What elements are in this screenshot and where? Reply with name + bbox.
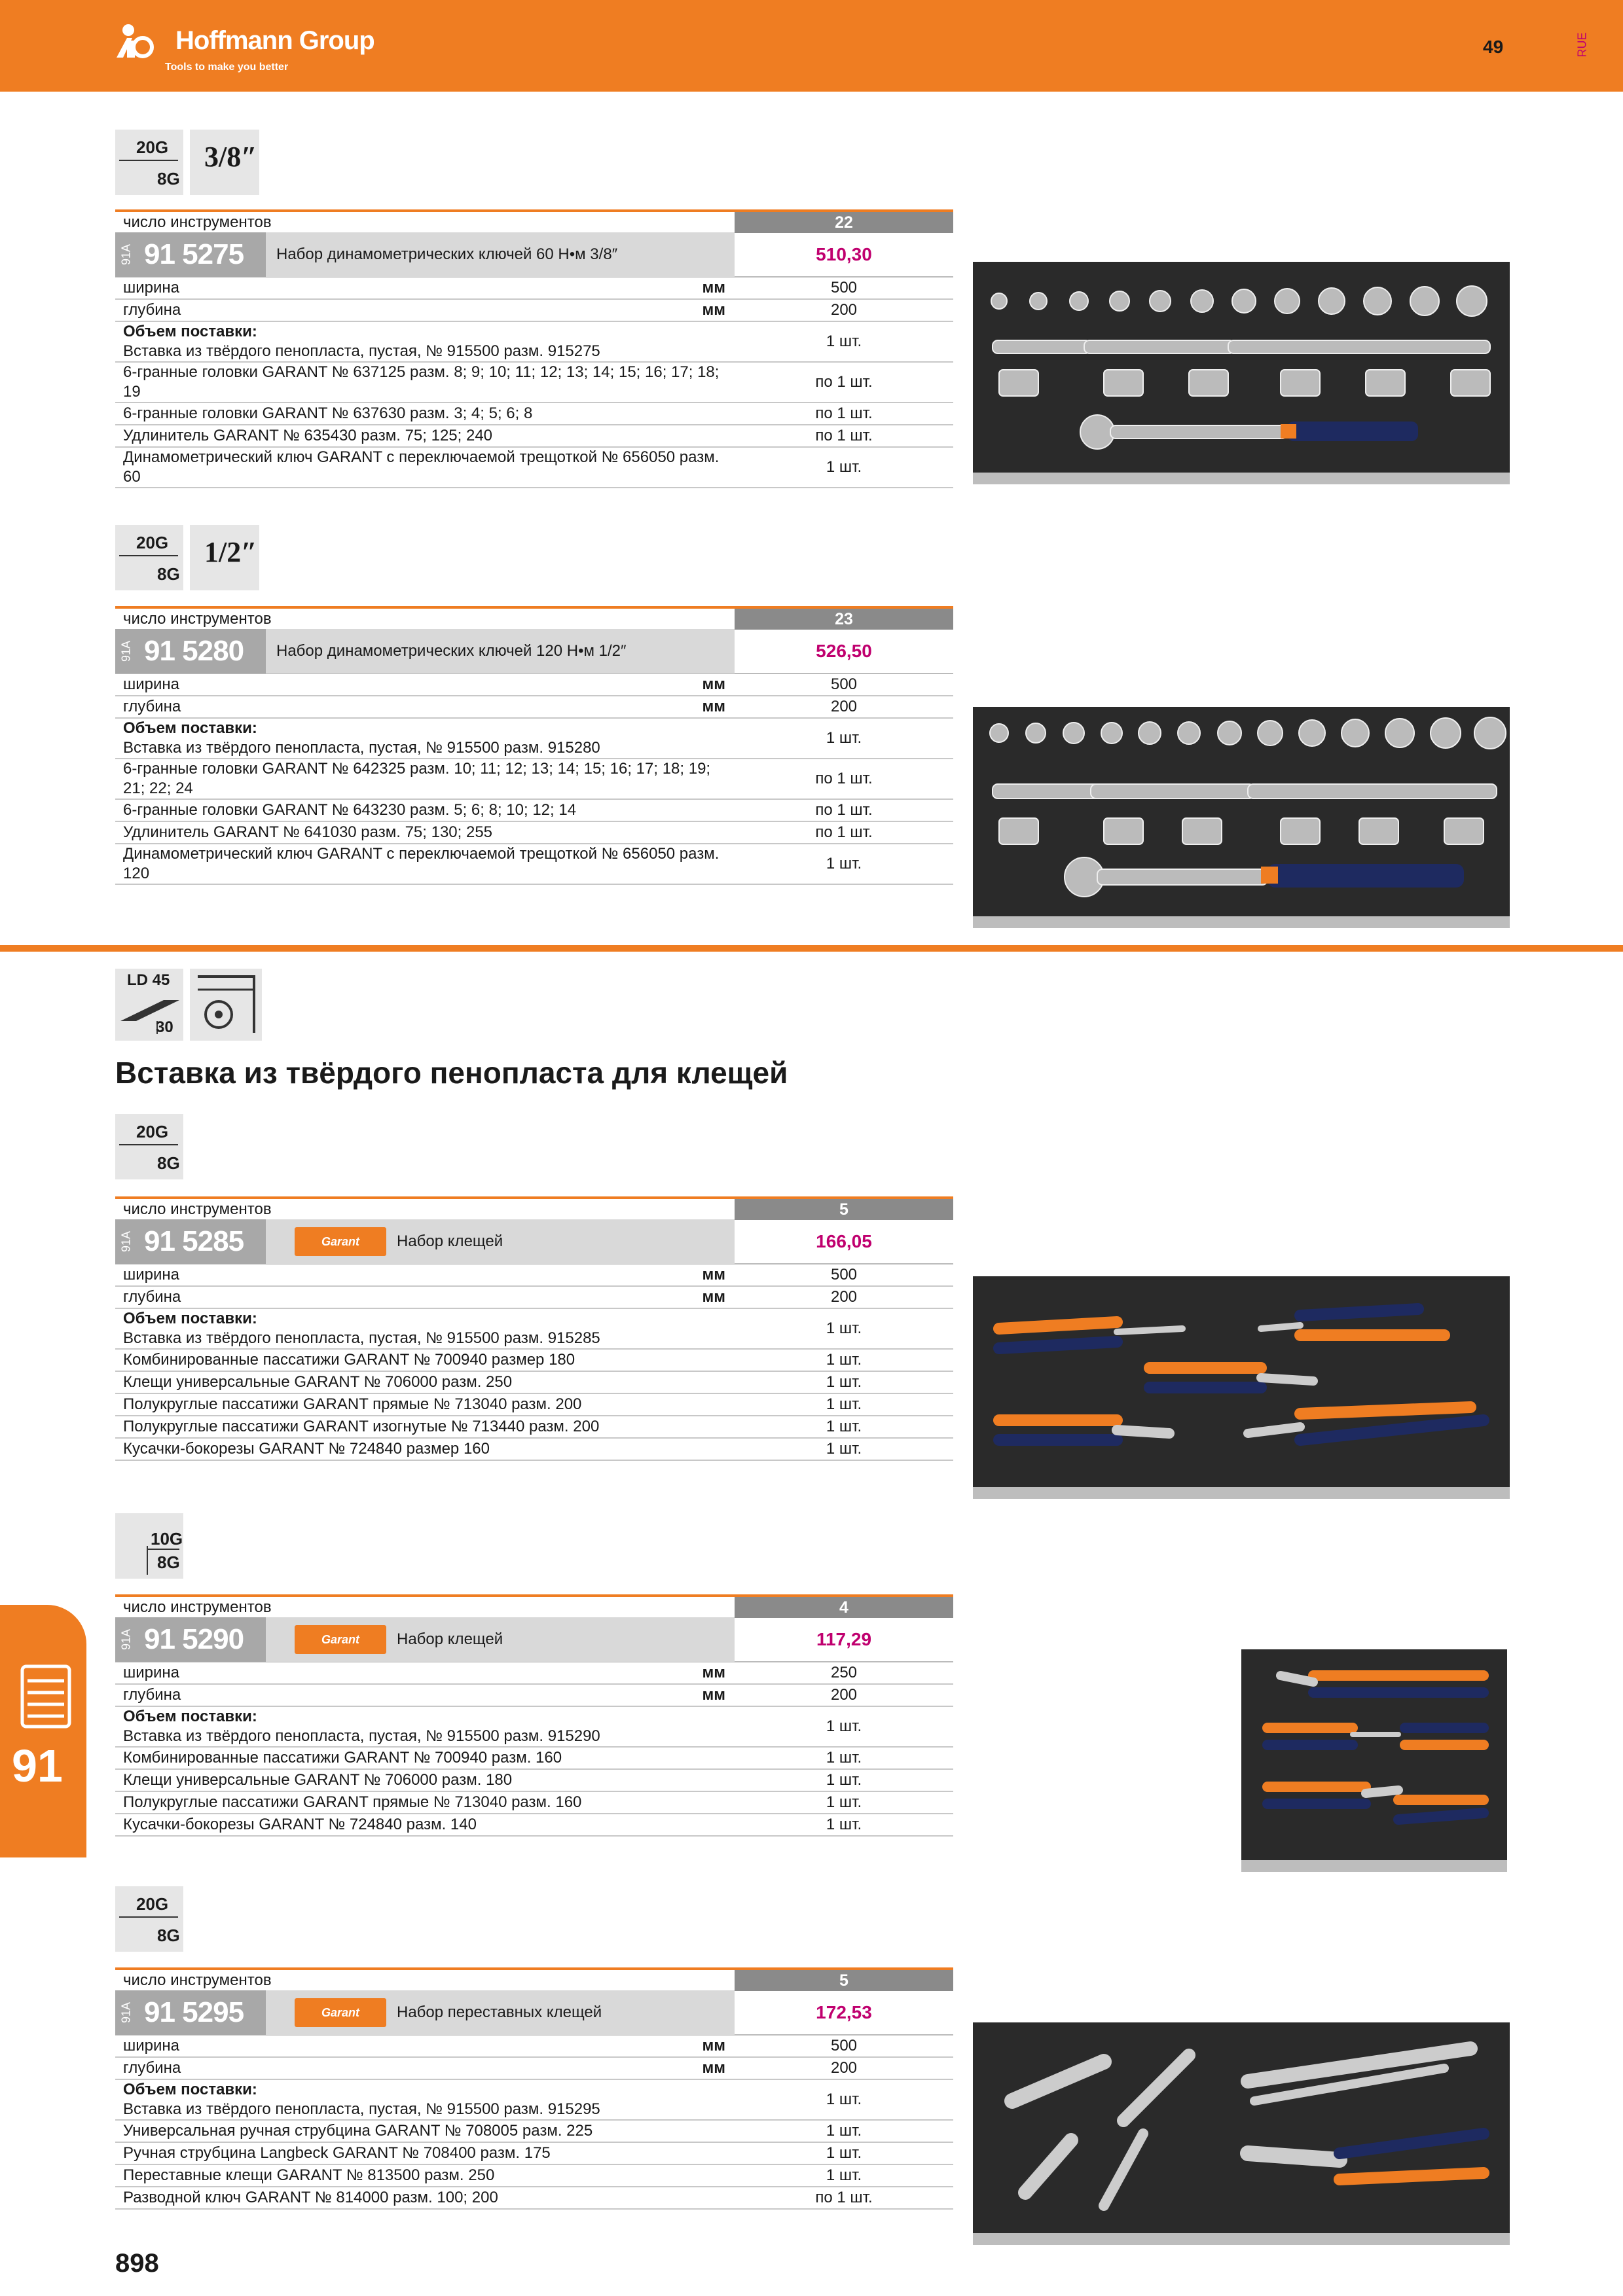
spec-row bbox=[115, 1287, 953, 1309]
drive-size-badge bbox=[190, 130, 259, 195]
product-name: Набор динамометрических ключей 120 Н•м 1/2″ bbox=[276, 642, 627, 660]
spec-value: 1 шт. bbox=[735, 2144, 953, 2162]
hoffmann-logo[interactable] bbox=[113, 21, 374, 73]
spec-row bbox=[115, 1439, 953, 1461]
spec-row bbox=[115, 2187, 953, 2210]
clamp-set-illustration bbox=[973, 2022, 1510, 2233]
tool-count-value: 23 bbox=[735, 609, 953, 630]
product-table-915290 bbox=[115, 1594, 953, 1837]
section-code: 91A bbox=[115, 1990, 137, 2035]
spec-row bbox=[115, 719, 953, 759]
spec-row bbox=[115, 1814, 953, 1837]
spec-description: ширина bbox=[123, 279, 180, 296]
page-number: 49 bbox=[1483, 37, 1504, 57]
spec-value: по 1 шт. bbox=[735, 801, 953, 819]
spec-description: 6-гранные головки GARANT № 643230 разм. 5; 6; 8; 10; 12; 14 bbox=[123, 801, 577, 819]
spec-unit: мм bbox=[702, 698, 725, 715]
spec-value: по 1 шт. bbox=[735, 770, 953, 788]
spec-value: 1 шт. bbox=[735, 729, 953, 747]
badge-bottom: 8G bbox=[157, 169, 180, 188]
spec-description: Вставка из твёрдого пенопласта, пустая, № 915500 разм. 915275 bbox=[123, 342, 600, 360]
badge-top: 20G bbox=[136, 533, 169, 552]
spec-value: 1 шт. bbox=[735, 855, 953, 873]
grid-badge bbox=[115, 1886, 183, 1952]
spec-value: 500 bbox=[735, 279, 953, 297]
spec-value: 1 шт. bbox=[735, 1816, 953, 1834]
section-code: 91A bbox=[115, 1617, 137, 1662]
spec-value: 200 bbox=[735, 1288, 953, 1306]
spec-value: 1 шт. bbox=[735, 1717, 953, 1736]
tool-count-label: число инструментов bbox=[123, 1598, 272, 1616]
spec-value: 1 шт. bbox=[735, 1418, 953, 1436]
product-photo-915275 bbox=[973, 262, 1510, 484]
tool-count-value: 22 bbox=[735, 212, 953, 233]
garant-logo: Garant bbox=[295, 1998, 386, 2027]
tool-count-row bbox=[115, 209, 953, 233]
hoffmann-logo-icon bbox=[113, 21, 173, 60]
spec-row bbox=[115, 300, 953, 322]
section-code: 91A bbox=[115, 629, 137, 673]
spec-value: по 1 шт. bbox=[735, 823, 953, 842]
spec-row bbox=[115, 2080, 953, 2121]
spec-value: 200 bbox=[735, 1686, 953, 1704]
drawer-roller-icon bbox=[195, 974, 257, 1035]
product-name: Набор клещей bbox=[397, 1630, 503, 1648]
spec-value: по 1 шт. bbox=[735, 2189, 953, 2207]
spec-row bbox=[115, 1707, 953, 1748]
spec-value: 500 bbox=[735, 675, 953, 694]
spec-row bbox=[115, 448, 953, 488]
tool-count-row bbox=[115, 1967, 953, 1991]
spec-description: Удлинитель GARANT № 635430 разм. 75; 125; 240 bbox=[123, 427, 493, 444]
product-price: 117,29 bbox=[816, 1629, 872, 1649]
spec-value: 1 шт. bbox=[735, 1793, 953, 1812]
spec-description: глубина bbox=[123, 698, 181, 715]
spec-description: Вставка из твёрдого пенопласта, пустая, № 915500 разм. 915290 bbox=[123, 1727, 600, 1745]
spec-row bbox=[115, 322, 953, 363]
badge-top: LD 45 bbox=[127, 971, 170, 989]
spec-description: Переставные клещи GARANT № 813500 разм. 250 bbox=[123, 2166, 495, 2184]
product-table-915280 bbox=[115, 606, 953, 885]
product-table-915295 bbox=[115, 1967, 953, 2210]
tool-cabinet-icon bbox=[20, 1664, 72, 1729]
spec-description: Вставка из твёрдого пенопласта, пустая, № 915500 разм. 915285 bbox=[123, 1329, 600, 1347]
spec-unit: мм bbox=[702, 2059, 725, 2077]
subsection-title: Вставка из твёрдого пенопласта для клещей bbox=[115, 1056, 788, 1090]
spec-row bbox=[115, 425, 953, 448]
section-divider bbox=[0, 945, 1623, 952]
grid-badge bbox=[115, 1513, 183, 1579]
spec-description: ширина bbox=[123, 1664, 180, 1681]
spec-description: Полукруглые пассатижи GARANT прямые № 713040 разм. 200 bbox=[123, 1395, 582, 1413]
garant-logo: Garant bbox=[295, 1625, 386, 1654]
spec-value: 1 шт. bbox=[735, 1373, 953, 1391]
spec-description: Клещи универсальные GARANT № 706000 разм. 250 bbox=[123, 1373, 513, 1391]
tool-count-value: 4 bbox=[735, 1597, 953, 1618]
spec-value: 200 bbox=[735, 301, 953, 319]
spec-description: Динамометрический ключ GARANT с переключаемой трещоткой № 656050 разм. 60 bbox=[123, 448, 720, 486]
brand-tagline: Tools to make you better bbox=[165, 62, 289, 73]
product-photo-915285 bbox=[973, 1276, 1510, 1499]
badge-bottom: 8G bbox=[157, 1153, 180, 1173]
spec-heading: Объем поставки: bbox=[123, 323, 257, 340]
language-code: RUE bbox=[1575, 32, 1589, 58]
tool-count-label: число инструментов bbox=[123, 1971, 272, 1989]
product-price: 510,30 bbox=[816, 244, 872, 264]
tool-count-value: 5 bbox=[735, 1970, 953, 1991]
article-number[interactable]: 91 5275 bbox=[137, 232, 266, 277]
spec-row bbox=[115, 1309, 953, 1350]
spec-value: 1 шт. bbox=[735, 1351, 953, 1369]
spec-heading: Объем поставки: bbox=[123, 719, 257, 737]
spec-row bbox=[115, 1792, 953, 1814]
spec-row bbox=[115, 759, 953, 800]
spec-value: 250 bbox=[735, 1664, 953, 1682]
spec-row bbox=[115, 2036, 953, 2058]
product-photo-915290 bbox=[1241, 1649, 1507, 1872]
spec-value: 500 bbox=[735, 2037, 953, 2055]
spec-description: Динамометрический ключ GARANT с переключаемой трещоткой № 656050 разм. 120 bbox=[123, 845, 720, 882]
spec-description: Вставка из твёрдого пенопласта, пустая, № 915500 разм. 915280 bbox=[123, 739, 600, 757]
spec-unit: мм bbox=[702, 1664, 725, 1681]
spec-description: 6-гранные головки GARANT № 637125 разм. 8; 9; 10; 11; 12; 13; 14; 15; 16; 17; 18; 19 bbox=[123, 363, 720, 401]
spec-unit: мм bbox=[702, 301, 725, 319]
spec-value: 1 шт. bbox=[735, 332, 953, 351]
spec-row bbox=[115, 1416, 953, 1439]
spec-value: по 1 шт. bbox=[735, 404, 953, 423]
spec-row bbox=[115, 2165, 953, 2187]
drive-size-badge bbox=[190, 525, 259, 590]
spec-unit: мм bbox=[702, 1686, 725, 1704]
tool-count-value: 5 bbox=[735, 1199, 953, 1220]
product-table-915275 bbox=[115, 209, 953, 488]
spec-value: 1 шт. bbox=[735, 1395, 953, 1414]
spec-value: 1 шт. bbox=[735, 2090, 953, 2109]
spec-description: Кусачки-бокорезы GARANT № 724840 размер 160 bbox=[123, 1440, 490, 1458]
spec-row bbox=[115, 278, 953, 300]
badge-top: 20G bbox=[136, 137, 169, 157]
spec-heading: Объем поставки: bbox=[123, 1708, 257, 1725]
spec-row bbox=[115, 2143, 953, 2165]
pliers-set-illustration bbox=[1241, 1649, 1507, 1860]
spec-row bbox=[115, 822, 953, 844]
spec-description: 6-гранные головки GARANT № 637630 разм. 3; 4; 5; 6; 8 bbox=[123, 404, 533, 422]
socket-set-illustration bbox=[973, 262, 1510, 473]
article-number[interactable]: 91 5290 bbox=[137, 1617, 266, 1662]
spec-row bbox=[115, 1265, 953, 1287]
footer-page-number: 898 bbox=[115, 2249, 159, 2278]
spec-description: глубина bbox=[123, 2059, 181, 2077]
spec-unit: мм bbox=[702, 279, 725, 296]
tool-count-label: число инструментов bbox=[123, 213, 272, 231]
tool-count-row bbox=[115, 1594, 953, 1618]
product-name: Набор переставных клещей bbox=[397, 2003, 602, 2021]
spec-value: 1 шт. bbox=[735, 1440, 953, 1458]
spec-description: Удлинитель GARANT № 641030 разм. 75; 130; 255 bbox=[123, 823, 493, 841]
product-name: Набор динамометрических ключей 60 Н•м 3/8″ bbox=[276, 245, 618, 263]
spec-value: по 1 шт. bbox=[735, 427, 953, 445]
spec-description: глубина bbox=[123, 1686, 181, 1704]
product-name: Набор клещей bbox=[397, 1232, 503, 1250]
grid-badge bbox=[115, 525, 183, 590]
badge-top: 20G bbox=[136, 1122, 169, 1141]
badge-bottom: 8G bbox=[157, 564, 180, 584]
article-number[interactable]: 91 5295 bbox=[137, 1990, 266, 2035]
spec-description: Полукруглые пассатижи GARANT изогнутые № 713440 разм. 200 bbox=[123, 1418, 600, 1435]
spec-row bbox=[115, 1748, 953, 1770]
tool-count-label: число инструментов bbox=[123, 610, 272, 628]
article-number[interactable]: 91 5280 bbox=[137, 629, 266, 673]
spec-description: ширина bbox=[123, 2037, 180, 2054]
chapter-tab[interactable] bbox=[0, 1605, 86, 1857]
product-title-row[interactable] bbox=[115, 630, 953, 674]
spec-description: Комбинированные пассатижи GARANT № 700940 размер 180 bbox=[123, 1351, 575, 1369]
product-table-915285 bbox=[115, 1196, 953, 1461]
product-title-row[interactable] bbox=[115, 1220, 953, 1265]
product-title-row[interactable] bbox=[115, 1618, 953, 1662]
tool-count-row bbox=[115, 1196, 953, 1220]
spec-unit: мм bbox=[702, 2037, 725, 2054]
spec-row bbox=[115, 1770, 953, 1792]
spec-row bbox=[115, 696, 953, 719]
product-photo-915295 bbox=[973, 2022, 1510, 2245]
spec-heading: Объем поставки: bbox=[123, 2081, 257, 2098]
spec-value: 200 bbox=[735, 2059, 953, 2077]
spec-row bbox=[115, 363, 953, 403]
spec-description: ширина bbox=[123, 675, 180, 693]
grid-badge bbox=[115, 130, 183, 195]
page-header bbox=[0, 0, 1623, 92]
badge-top: 20G bbox=[136, 1894, 169, 1914]
spec-description: Клещи универсальные GARANT № 706000 разм. 180 bbox=[123, 1771, 513, 1789]
spec-row bbox=[115, 1685, 953, 1707]
grid-badge bbox=[115, 1114, 183, 1179]
socket-set-illustration bbox=[973, 707, 1510, 916]
spec-row bbox=[115, 800, 953, 822]
badge-bottom: 8G bbox=[157, 1926, 180, 1945]
product-price: 172,53 bbox=[816, 2002, 872, 2022]
spec-description: глубина bbox=[123, 301, 181, 319]
badge-bottom: 30 bbox=[156, 1018, 173, 1036]
tool-count-label: число инструментов bbox=[123, 1200, 272, 1218]
pliers-set-illustration bbox=[973, 1276, 1510, 1487]
spec-row bbox=[115, 1394, 953, 1416]
spec-description: 6-гранные головки GARANT № 642325 разм. 10; 11; 12; 13; 14; 15; 16; 17; 18; 19; 21; 22; 24 bbox=[123, 760, 711, 797]
spec-value: 1 шт. bbox=[735, 458, 953, 476]
drawer-badge bbox=[190, 969, 262, 1041]
spec-unit: мм bbox=[702, 675, 725, 693]
badge-bottom: 8G bbox=[157, 1552, 180, 1572]
spec-unit: мм bbox=[702, 1288, 725, 1306]
spec-description: Полукруглые пассатижи GARANT прямые № 713040 разм. 160 bbox=[123, 1793, 582, 1811]
load-badge bbox=[115, 969, 183, 1041]
spec-row bbox=[115, 1372, 953, 1394]
spec-heading: Объем поставки: bbox=[123, 1310, 257, 1327]
spec-description: Кусачки-бокорезы GARANT № 724840 разм. 140 bbox=[123, 1816, 477, 1833]
spec-value: 1 шт. bbox=[735, 2166, 953, 2185]
garant-logo: Garant bbox=[295, 1227, 386, 1256]
spec-description: глубина bbox=[123, 1288, 181, 1306]
chapter-number: 91 bbox=[12, 1740, 63, 1791]
product-price: 166,05 bbox=[816, 1231, 872, 1251]
badge-top: 10G bbox=[151, 1529, 183, 1549]
brand-name: Hoffmann Group bbox=[175, 26, 374, 55]
spec-row bbox=[115, 674, 953, 696]
spec-value: 1 шт. bbox=[735, 1319, 953, 1338]
product-price: 526,50 bbox=[816, 641, 872, 661]
spec-value: 200 bbox=[735, 698, 953, 716]
spec-description: Разводной ключ GARANT № 814000 разм. 100; 200 bbox=[123, 2189, 498, 2206]
article-number[interactable]: 91 5285 bbox=[137, 1219, 266, 1264]
spec-value: 1 шт. bbox=[735, 2122, 953, 2140]
spec-row bbox=[115, 1662, 953, 1685]
spec-value: 500 bbox=[735, 1266, 953, 1284]
drive-size: 1/2″ bbox=[204, 536, 257, 568]
tool-count-row bbox=[115, 606, 953, 630]
spec-description: ширина bbox=[123, 1266, 180, 1283]
spec-row bbox=[115, 844, 953, 885]
spec-description: Универсальная ручная струбцина GARANT № 708005 разм. 225 bbox=[123, 2122, 593, 2140]
spec-description: Ручная струбцина Langbeck GARANT № 708400 разм. 175 bbox=[123, 2144, 551, 2162]
section-code: 91A bbox=[115, 1219, 137, 1264]
spec-unit: мм bbox=[702, 1266, 725, 1283]
spec-description: Комбинированные пассатижи GARANT № 700940 разм. 160 bbox=[123, 1749, 562, 1767]
spec-row bbox=[115, 1350, 953, 1372]
product-title-row[interactable] bbox=[115, 233, 953, 278]
product-photo-915280 bbox=[973, 707, 1510, 928]
section-code: 91A bbox=[115, 232, 137, 277]
spec-row bbox=[115, 403, 953, 425]
drive-size: 3/8″ bbox=[204, 141, 257, 173]
product-title-row[interactable] bbox=[115, 1991, 953, 2036]
spec-row bbox=[115, 2058, 953, 2080]
spec-value: 1 шт. bbox=[735, 1771, 953, 1789]
spec-row bbox=[115, 2121, 953, 2143]
spec-value: по 1 шт. bbox=[735, 373, 953, 391]
spec-value: 1 шт. bbox=[735, 1749, 953, 1767]
spec-description: Вставка из твёрдого пенопласта, пустая, № 915500 разм. 915295 bbox=[123, 2100, 600, 2118]
